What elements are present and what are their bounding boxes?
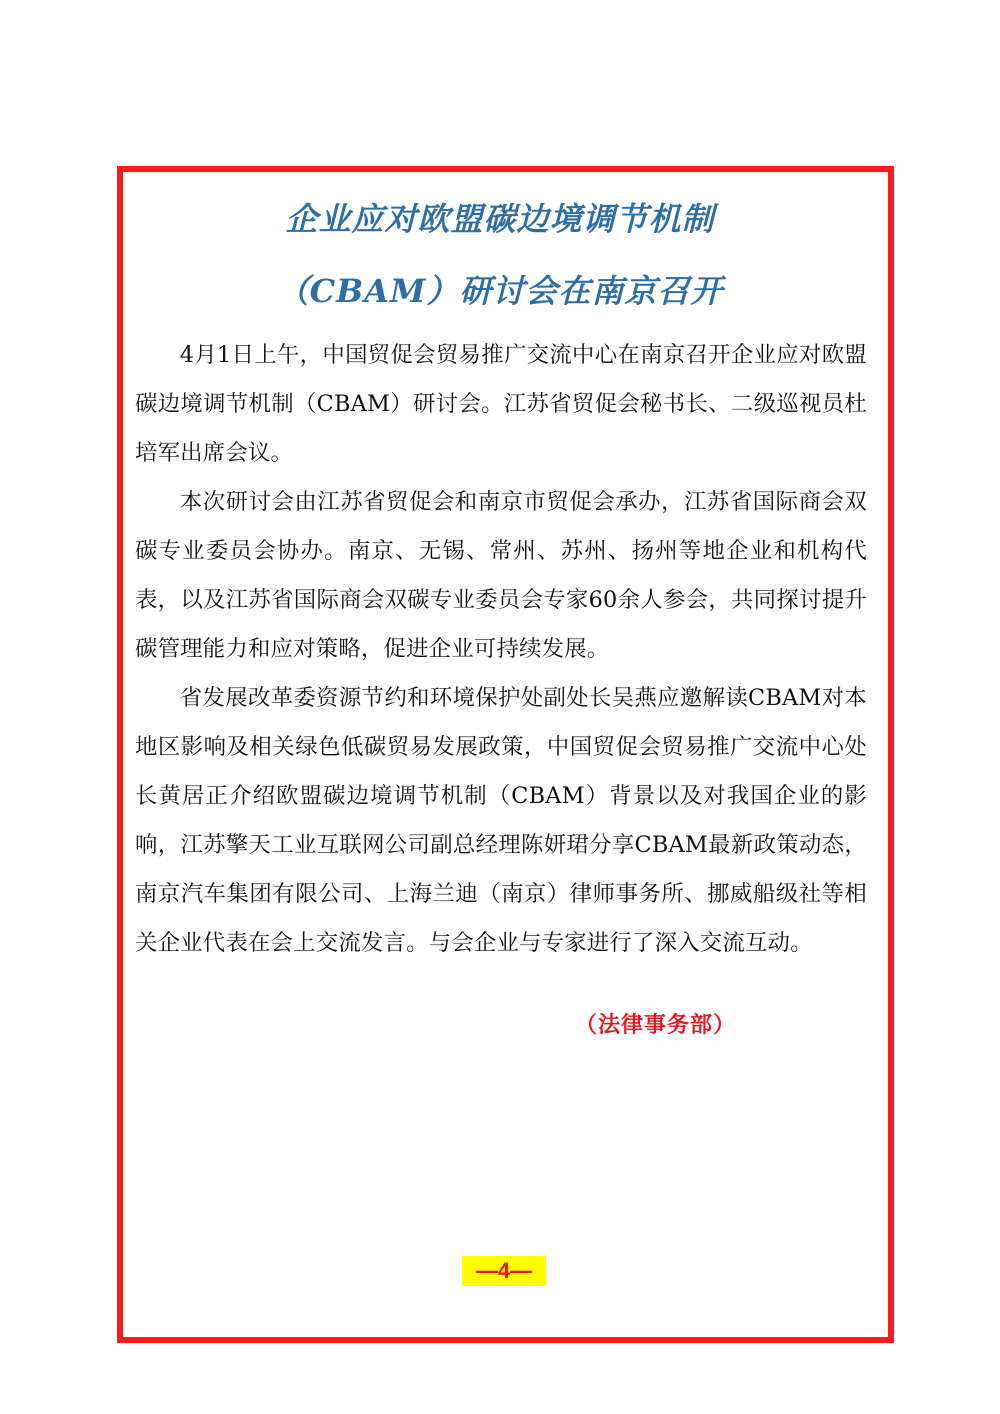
page-number: —4—: [462, 1256, 546, 1286]
article-body: [135, 331, 867, 968]
paragraph-3: 省发展改革委资源节约和环境保护处副处长吴燕应邀解读CBAM对本地区影响及相关绿色低碳贸易发展政策，中国贸促会贸易推广交流中心处长黄居正介绍欧盟碳边境调节机制（CBAM）背景以及对我国企业的影响，江苏擎天工业互联网公司副总经理陈妍珺分享CBAM最新政策动态，南京汽车集团有限公司、上海兰迪（南京）律师事务所、挪威船级社等相关企业代表在会上交流发言。与会企业与专家进行了深入交流互动。: [135, 685, 867, 956]
source-department: （法律事务部）: [575, 1012, 737, 1038]
article-title-line-2: （CBAM）研讨会在南京召开: [276, 272, 724, 310]
article-title-line-1: 企业应对欧盟碳边境调节机制: [285, 200, 715, 238]
paragraph-1: 4月1日上午，中国贸促会贸易推广交流中心在南京召开企业应对欧盟碳边境调节机制（CBAM）研讨会。江苏省贸促会秘书长、二级巡视员杜培军出席会议。: [135, 342, 867, 466]
paragraph-2: 本次研讨会由江苏省贸促会和南京市贸促会承办，江苏省国际商会双碳专业委员会协办。南京、无锡、常州、苏州、扬州等地企业和机构代表，以及江苏省国际商会双碳专业委员会专家60余人参会，共同探讨提升碳管理能力和应对策略，促进企业可持续发展。: [135, 489, 867, 662]
